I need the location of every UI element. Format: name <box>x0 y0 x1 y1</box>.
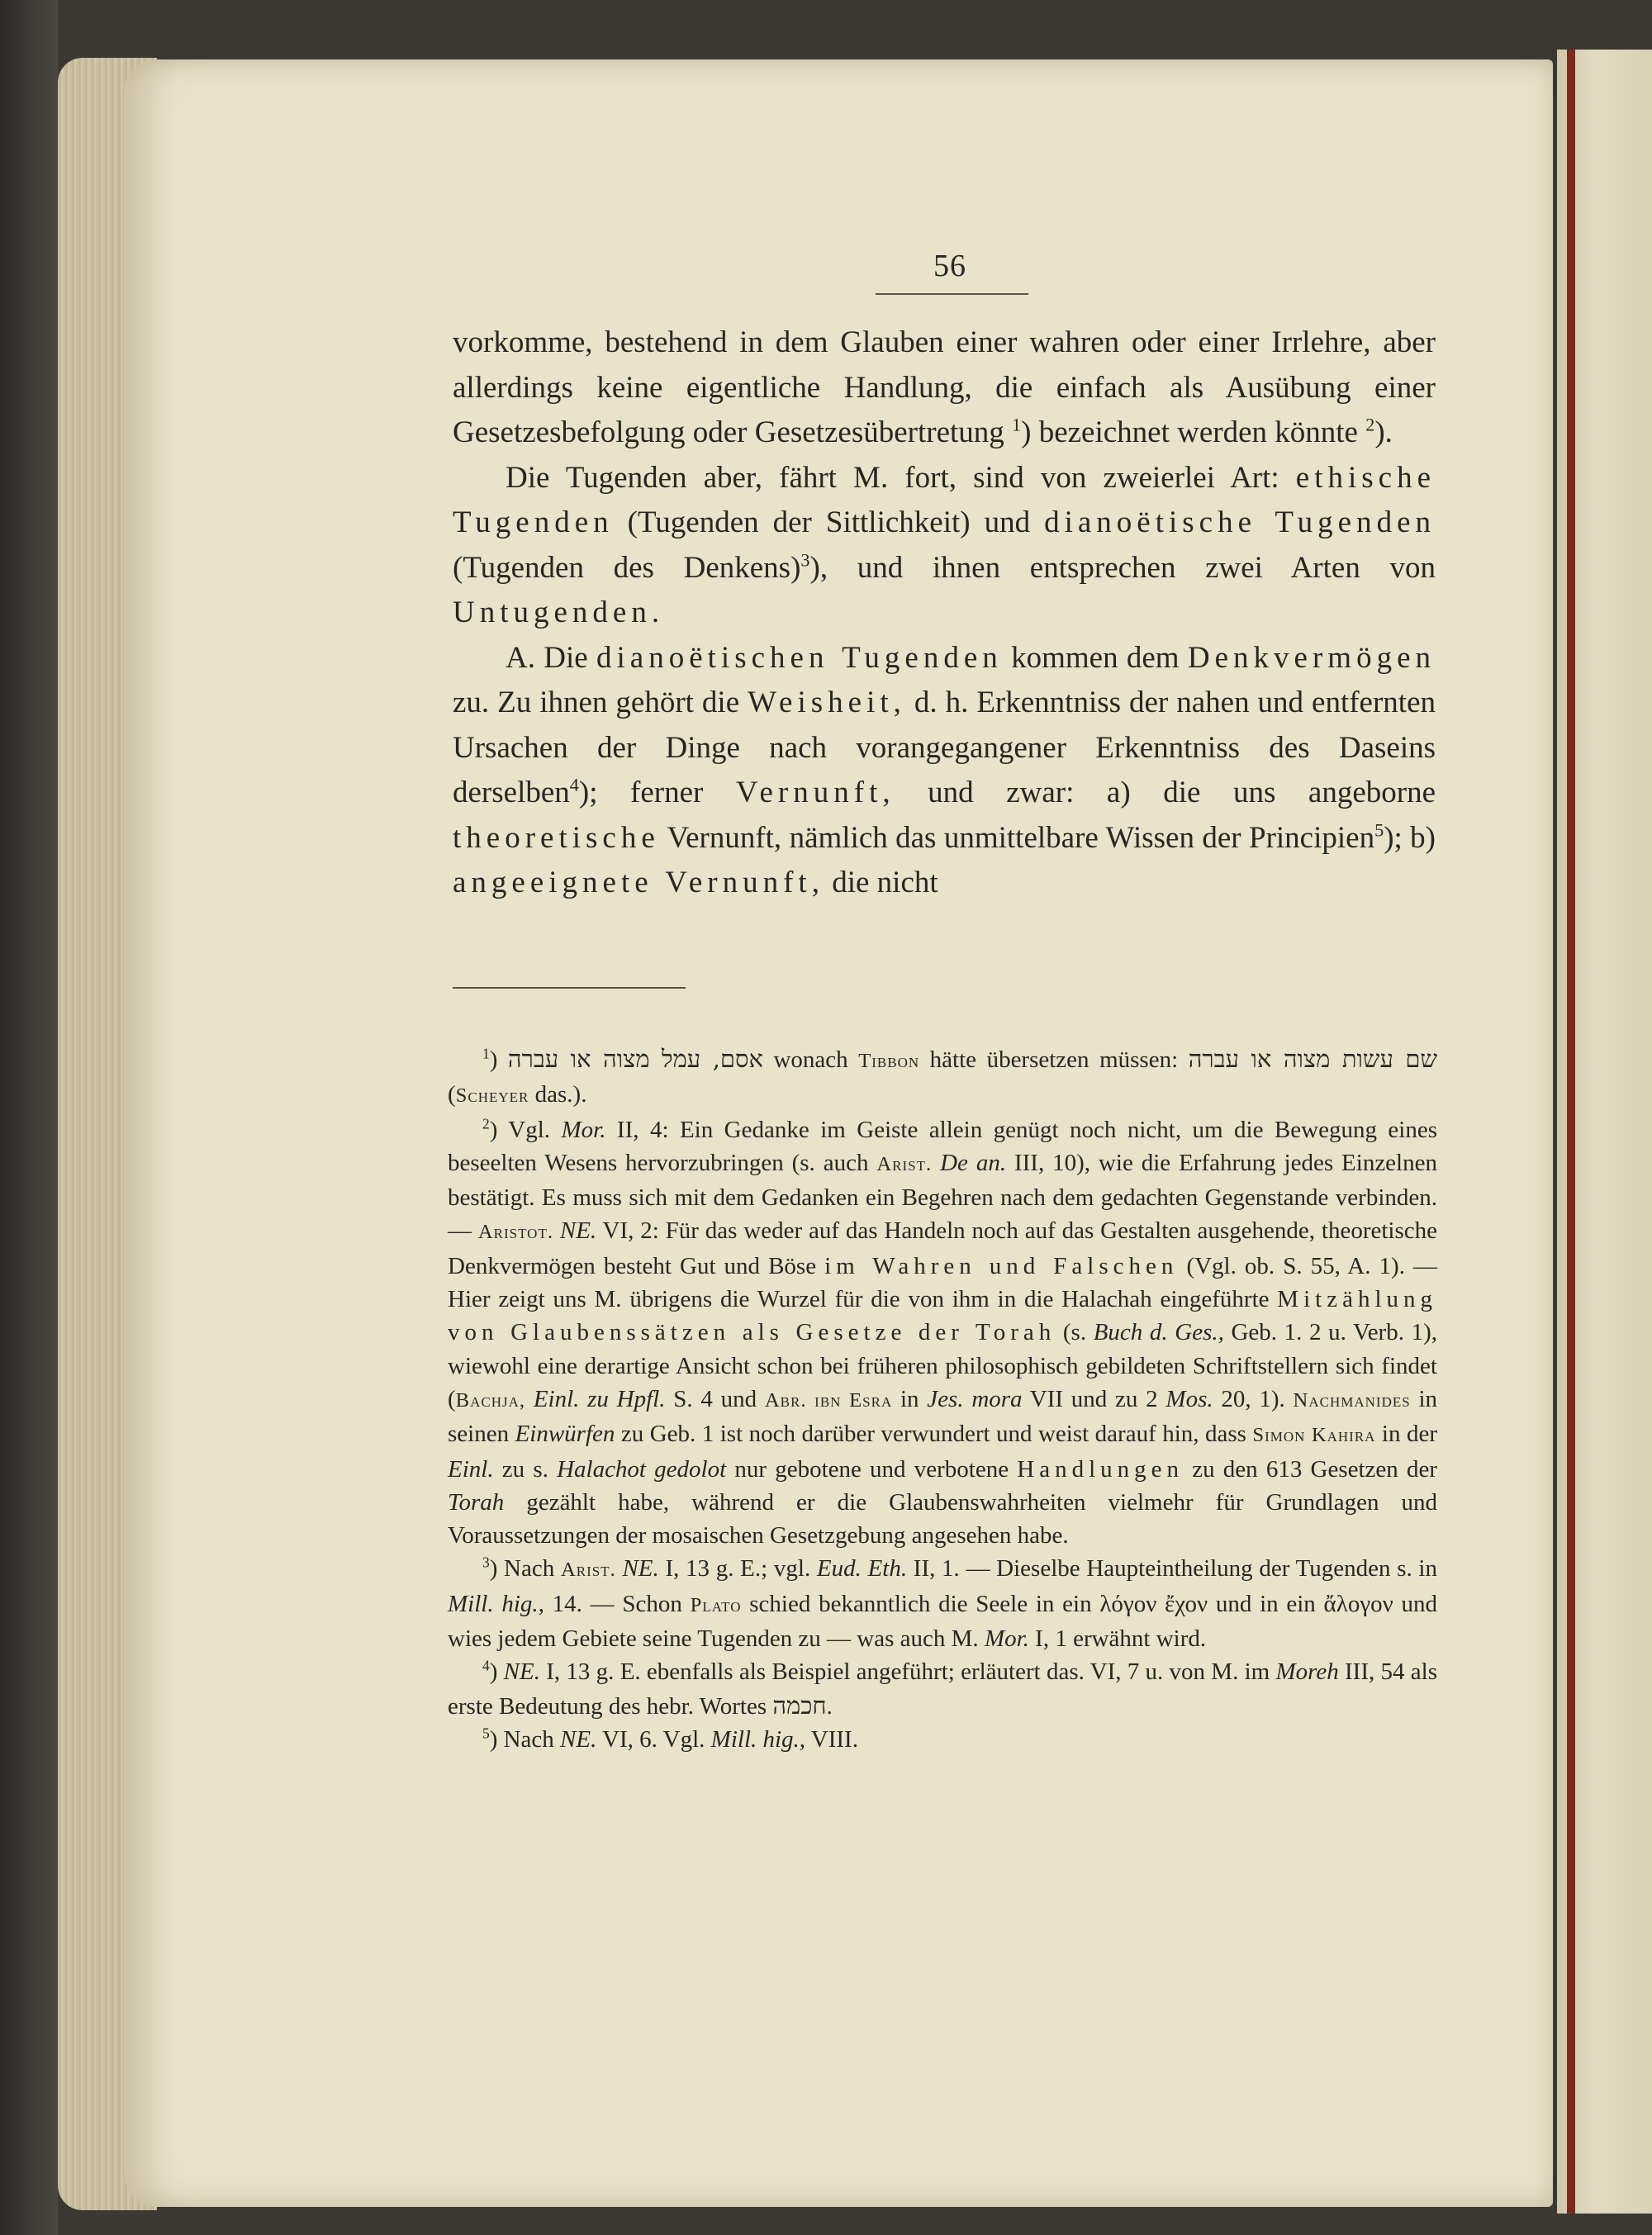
footnote-2 <box>448 1113 1437 1553</box>
footnote-ref: 1 <box>482 1045 490 1062</box>
facing-page-edge <box>1557 50 1652 2214</box>
hebrew-text: אסם, עמל מצוה או עברה <box>507 1045 763 1073</box>
text-run: ) Nach <box>489 1555 561 1583</box>
italic-text: Jes. mora <box>927 1385 1023 1412</box>
small-caps-name: Simon Kahira <box>1252 1424 1376 1447</box>
book-spine <box>0 0 58 2235</box>
italic-text: Mor. <box>561 1116 606 1143</box>
text-run: d. h. Erkenntniss der nahen und entfernten Ursachen der Dinge nach vorangegangener Erkenntniss des Daseins derselben <box>453 686 1436 809</box>
italic-text: Einl. <box>448 1455 494 1483</box>
italic-text: NE. <box>503 1658 540 1686</box>
small-caps-name: Nachmanides <box>1293 1388 1411 1412</box>
small-caps-name: Plato <box>690 1593 742 1616</box>
small-caps-name: Bachja, <box>455 1388 526 1412</box>
text-run: schied bekanntlich die Seele in ein λόγον ἔχον und in ein ἄλογον und wies jedem Gebiete seine Tugenden zu — was auch M. <box>448 1590 1437 1653</box>
italic-text: NE. <box>622 1555 659 1583</box>
footnote-ref: 5 <box>482 1725 490 1742</box>
main-text-body <box>453 320 1436 906</box>
italic-text: Torah <box>448 1488 505 1516</box>
spaced-emphasis: Weisheit, <box>748 686 906 719</box>
italic-text: Eud. Eth. <box>816 1555 908 1583</box>
text-run: zu. Zu ihnen gehört die <box>453 686 748 719</box>
spaced-emphasis: im Wahren und Falschen <box>824 1252 1179 1279</box>
text-run: (Tugenden des Denkens) <box>453 550 801 585</box>
text-run: (Tugenden der Sittlichkeit) und <box>613 505 1045 539</box>
text-run: VI, 2: Für das weder auf das Handeln noch auf das Gestalten ausgehende, theoretische Denkvermögen besteht Gut und Böse <box>448 1217 1437 1279</box>
footnote-5 <box>448 1723 1437 1756</box>
italic-text: NE. <box>560 1725 597 1753</box>
text-run: A. Die <box>506 640 597 675</box>
italic-text: Buch d. Ges., <box>1093 1319 1224 1346</box>
text-run: ) bezeichnet werden könnte <box>1021 415 1366 449</box>
text-run: S. 4 und <box>665 1385 765 1412</box>
footnote-ref: 2 <box>1365 414 1375 435</box>
italic-text: Mor. <box>984 1625 1029 1653</box>
small-caps-name: Arist. <box>560 1559 616 1582</box>
text-run: 14. — Schon <box>544 1590 691 1617</box>
spaced-emphasis: ethische Tugenden <box>453 460 1436 539</box>
main-paragraph-2 <box>453 456 1436 636</box>
text-run <box>525 1386 534 1412</box>
text-run: kommen dem <box>1002 640 1188 675</box>
footnote-separator <box>453 987 686 989</box>
text-run <box>932 1150 940 1176</box>
text-run: Die Tugenden aber, fährt M. fort, sind von zweierlei Art: <box>506 460 1296 495</box>
text-run: zu Geb. 1 ist noch darüber verwundert und weist darauf hin, dass <box>615 1421 1253 1448</box>
text-run: Vernunft, nämlich das unmittelbare Wissen der Principien <box>659 820 1375 855</box>
text-run: III, 10), wie die Erfahrung jedes Einzelnen bestätigt. Es muss sich mit dem Gedanken ein Begehren nach dem gedachten Gegenstande verbinden. — <box>448 1149 1437 1245</box>
page-number: 56 <box>933 249 966 283</box>
footnotes <box>448 1042 1437 1756</box>
footnote-ref: 1 <box>1012 414 1022 435</box>
italic-text: Moreh <box>1275 1658 1339 1686</box>
text-run: II, 1. — Dieselbe Haupteintheilung der Tugenden s. in <box>907 1555 1437 1583</box>
footnote-ref: 3 <box>800 549 810 571</box>
main-paragraph-3 <box>453 636 1436 906</box>
text-run: zu s. <box>493 1455 558 1483</box>
footnote-3 <box>448 1552 1437 1655</box>
spaced-emphasis: Mitzählung von Glaubenssätzen als Gesetze der Torah <box>448 1286 1437 1346</box>
text-run: VIII. <box>805 1725 858 1753</box>
text-run: ) Nach <box>489 1725 561 1753</box>
small-caps-name: Arist. <box>876 1152 933 1175</box>
spaced-emphasis: Vernunft, <box>735 776 895 809</box>
text-run: ), und ihnen entsprechen zwei Arten von <box>809 550 1436 585</box>
spaced-emphasis: dianoëtische Tugenden <box>1044 505 1436 539</box>
text-run: in seinen <box>448 1385 1437 1448</box>
text-run: ) <box>489 1658 504 1686</box>
small-caps-name: Abr. ibn Esra <box>764 1388 893 1412</box>
italic-text: Einwürfen <box>515 1421 615 1448</box>
small-caps-name: Tibbon <box>858 1050 920 1072</box>
footnote-ref: 5 <box>1374 819 1384 841</box>
text-run: ). <box>1374 415 1393 449</box>
footnote-1 <box>448 1042 1437 1113</box>
spaced-emphasis: Denkvermögen <box>1187 640 1436 675</box>
text-run: ); b) <box>1384 820 1436 855</box>
text-run: nur gebotene und verbotene <box>726 1455 1018 1483</box>
text-run: VI, 6. Vgl. <box>596 1725 711 1753</box>
text-run: die nicht <box>824 866 938 899</box>
small-caps-name: Scheyer <box>455 1084 529 1108</box>
text-run: und zwar: a) die uns angeborne <box>895 776 1436 809</box>
spaced-emphasis: Handlungen <box>1017 1455 1184 1483</box>
text-run: in <box>892 1385 928 1412</box>
hebrew-text: חכמה <box>772 1691 827 1720</box>
main-paragraph-1 <box>453 320 1436 456</box>
spaced-emphasis: dianoëtischen Tugenden <box>596 640 1003 675</box>
italic-text: Halachot gedolot <box>557 1455 727 1483</box>
spaced-emphasis: angeeignete Vernunft, <box>453 866 824 899</box>
text-run: Geb. 1. 2 u. Verb. 1), wiewohl eine derartige Ansicht schon bei früheren philosophisch gebildeten Schriftstellern sich findet ( <box>448 1319 1437 1412</box>
page-number-rule <box>876 293 1028 295</box>
footnote-ref: 3 <box>482 1554 490 1571</box>
text-run: hätte übersetzen müssen: <box>919 1046 1189 1073</box>
text-run: (Vgl. ob. S. 55, A. 1). — Hier zeigt uns M. übrigens die Wurzel für die von ihm in die Halachah eingeführte <box>448 1252 1437 1313</box>
text-run: . <box>826 1692 833 1720</box>
spaced-emphasis: theoretische <box>453 820 660 855</box>
footnote-4 <box>448 1655 1437 1723</box>
italic-text: Mill. hig., <box>710 1725 806 1753</box>
text-run: ( <box>448 1081 456 1108</box>
text-run: das.). <box>529 1081 587 1108</box>
italic-text: Mill. hig., <box>448 1590 544 1617</box>
hebrew-text: שם עשות מצוה או עברה <box>1188 1045 1437 1073</box>
text-run: I, 13 g. E.; vgl. <box>658 1555 817 1583</box>
text-run: gezählt habe, während er die Glaubenswahrheiten vielmehr für Grundlagen und Voraussetzungen der mosaischen Gesetzgebung angesehen habe. <box>448 1488 1437 1549</box>
footnote-ref: 4 <box>482 1657 490 1674</box>
red-edge-line <box>1567 50 1575 2214</box>
text-run: VII und zu 2 <box>1022 1385 1166 1412</box>
text-run: I, 1 erwähnt wird. <box>1028 1625 1207 1653</box>
italic-text: NE. <box>559 1217 597 1245</box>
text-run: ); ferner <box>578 776 736 809</box>
italic-text: Einl. zu Hpfl. <box>533 1385 666 1412</box>
text-run: II, 4: Ein Gedanke im Geiste allein genügt noch nicht, um die Bewegung eines beseelten Wesens hervorzubringen (s. auch <box>448 1116 1438 1176</box>
text-run: (s. <box>1056 1319 1094 1346</box>
footnote-ref: 4 <box>569 774 579 795</box>
spaced-emphasis: Untugenden. <box>453 596 665 629</box>
text-run: III, 54 als erste Bedeutung des hebr. Wortes <box>448 1658 1437 1720</box>
text-run: in der <box>1375 1421 1437 1448</box>
text-run: vorkomme, bestehend in dem Glauben einer wahren oder einer Irrlehre, aber allerdings keine eigentliche Handlung, die einfach als Ausübung einer Gesetzesbefolgung oder Gesetzesübertretung <box>453 325 1436 449</box>
italic-text: De an. <box>940 1149 1007 1176</box>
footnote-ref: 2 <box>482 1114 490 1132</box>
text-run <box>553 1217 560 1244</box>
text-run: I, 13 g. E. ebenfalls als Beispiel angeführt; erläutert das. VI, 7 u. von M. im <box>539 1658 1276 1686</box>
text-run: ) <box>489 1046 508 1073</box>
text-run: zu den 613 Gesetzen der <box>1184 1455 1437 1483</box>
italic-text: Mos. <box>1165 1385 1213 1412</box>
small-caps-name: Aristot. <box>477 1221 554 1244</box>
text-run: wonach <box>762 1046 859 1073</box>
text-run: 20, 1). <box>1213 1385 1294 1412</box>
text-run: ) Vgl. <box>489 1116 562 1143</box>
